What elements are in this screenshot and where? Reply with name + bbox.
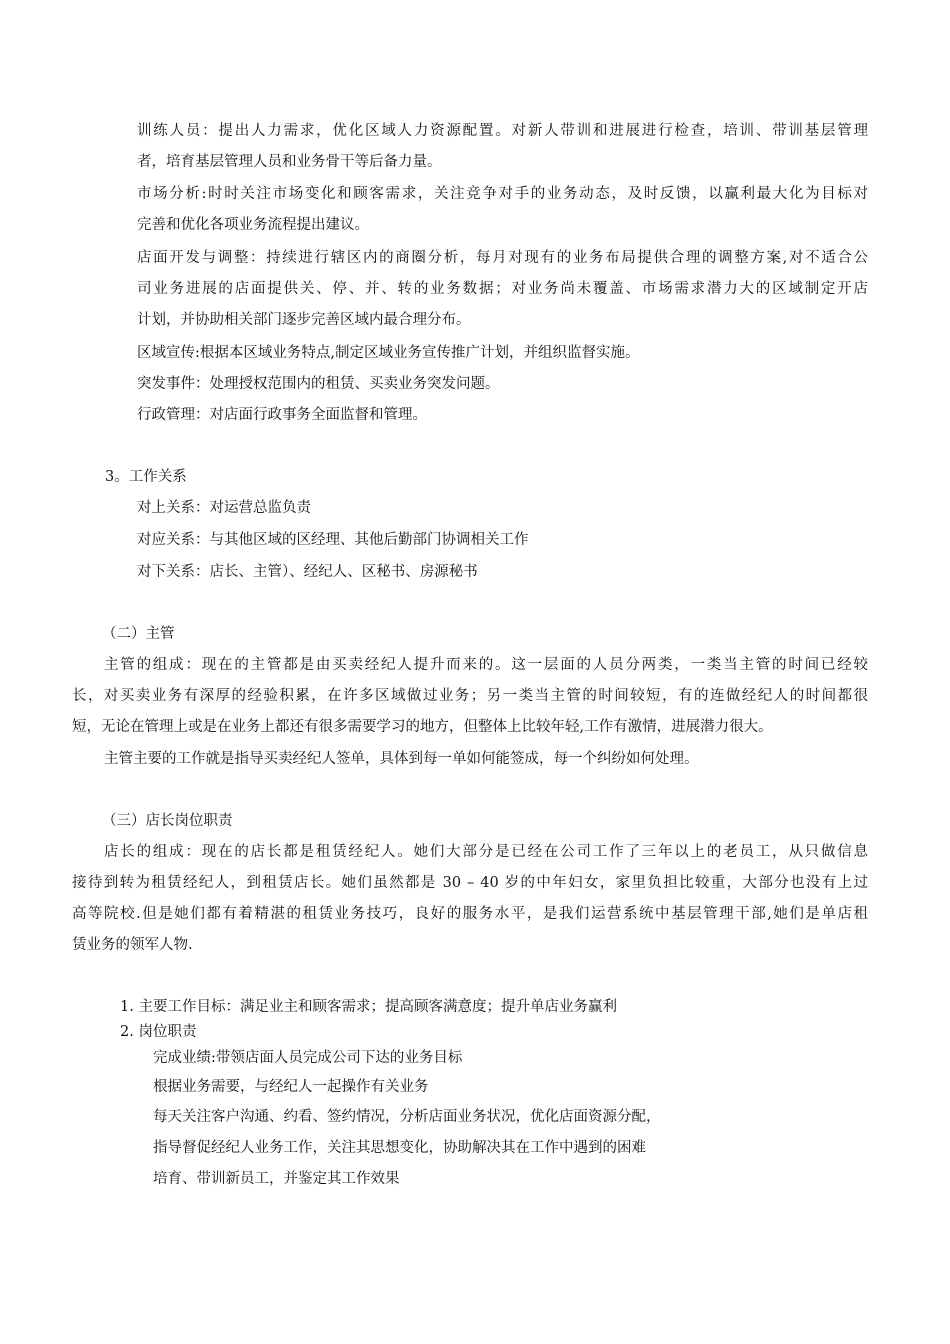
store-manager-line-1: 店长的组成：现在的店长都是租赁经纪人。她们大部分是已经在公司工作了三年以上的老员工，从只做信息 [104, 844, 868, 860]
store-manager-paragraph [72, 842, 868, 955]
duty-item: 每天关注客户沟通、约看、签约情况，分析店面业务状况，优化店面资源分配， [153, 1109, 661, 1125]
training-paragraph [137, 121, 868, 172]
relation-lateral: 对应关系：与其他区域的区经理、其他后勤部门协调相关工作 [137, 532, 529, 548]
emergency-line: 突发事件：处理授权范围内的租赁、买卖业务突发问题。 [137, 376, 500, 392]
supervisor-heading: （二）主管 [102, 626, 175, 642]
supervisor-line-1: 主管的组成：现在的主管都是由买卖经纪人提升而来的。这一层面的人员分两类，一类当主管的时间已经较 [104, 657, 868, 673]
market-paragraph [137, 184, 868, 235]
store-manager-line-3: 高等院校.但是她们都有着精湛的租赁业务技巧，良好的服务水平，是我们运营系统中基层管理干部,她们是单店租 [72, 906, 868, 922]
store-manager-heading: （三）店长岗位职责 [102, 813, 233, 829]
store-dev-line-1: 店面开发与调整：持续进行辖区内的商圈分析，每月对现有的业务布局提供合理的调整方案,对不适合公 [137, 250, 868, 266]
admin-line: 行政管理：对店面行政事务全面监督和管理。 [137, 407, 427, 423]
supervisor-paragraph-2: 主管主要的工作就是指导买卖经纪人签单，具体到每一单如何能签成，每一个纠纷如何处理。 [104, 751, 699, 767]
duty-item: 指导督促经纪人业务工作，关注其思想变化，协助解决其在工作中遇到的困难 [153, 1140, 646, 1156]
store-manager-goal: 1. 主要工作目标：满足业主和顾客需求；提高顾客满意度；提升单店业务赢利 [120, 999, 617, 1015]
training-line-2: 者，培育基层管理人员和业务骨干等后备力量。 [137, 154, 442, 170]
training-line-1: 训练人员：提出人力需求，优化区域人力资源配置。对新人带训和进展进行检查，培训、带训基层管理 [137, 123, 868, 139]
store-dev-line-2: 司业务进展的店面提供关、停、并、转的业务数据；对业务尚未覆盖、市场需求潜力大的区域制定开店 [137, 281, 868, 297]
market-line-2: 完善和优化各项业务流程提出建议。 [137, 217, 369, 233]
supervisor-line-3: 短，无论在管理上或是在业务上都还有很多需要学习的地方，但整体上比较年轻,工作有激情，进展潜力很大。 [72, 719, 773, 735]
relation-upward: 对上关系：对运营总监负责 [137, 500, 311, 516]
market-line-1: 市场分析:时时关注市场变化和顾客需求，关注竞争对手的业务动态，及时反馈，以赢利最大化为目标对 [137, 186, 868, 202]
store-dev-paragraph [137, 248, 868, 330]
relation-downward: 对下关系：店长、主管）、经纪人、区秘书、房源秘书 [137, 564, 478, 580]
store-dev-line-3: 计划，并协助相关部门逐步完善区域内最合理分布。 [137, 312, 471, 328]
store-manager-line-4: 赁业务的领军人物. [72, 937, 193, 953]
store-manager-line-2: 接待到转为租赁经纪人，到租赁店长。她们虽然都是 30 – 40 岁的中年妇女，家里负担比较重，大部分也没有上过 [72, 875, 868, 891]
duty-item: 完成业绩:带领店面人员完成公司下达的业务目标 [153, 1050, 463, 1066]
duty-item: 根据业务需要，与经纪人一起操作有关业务 [153, 1079, 429, 1095]
supervisor-paragraph [72, 655, 868, 737]
work-relations-heading: 3。工作关系 [105, 469, 187, 485]
promotion-line: 区域宣传:根据本区域业务特点,制定区域业务宣传推广计划，并组织监督实施。 [137, 345, 640, 361]
duty-item: 培育、带训新员工，并鉴定其工作效果 [153, 1171, 400, 1187]
store-manager-duties-heading: 2. 岗位职责 [120, 1024, 197, 1040]
supervisor-line-2: 长，对买卖业务有深厚的经验积累，在许多区域做过业务；另一类当主管的时间较短，有的连做经纪人的时间都很 [72, 688, 868, 704]
